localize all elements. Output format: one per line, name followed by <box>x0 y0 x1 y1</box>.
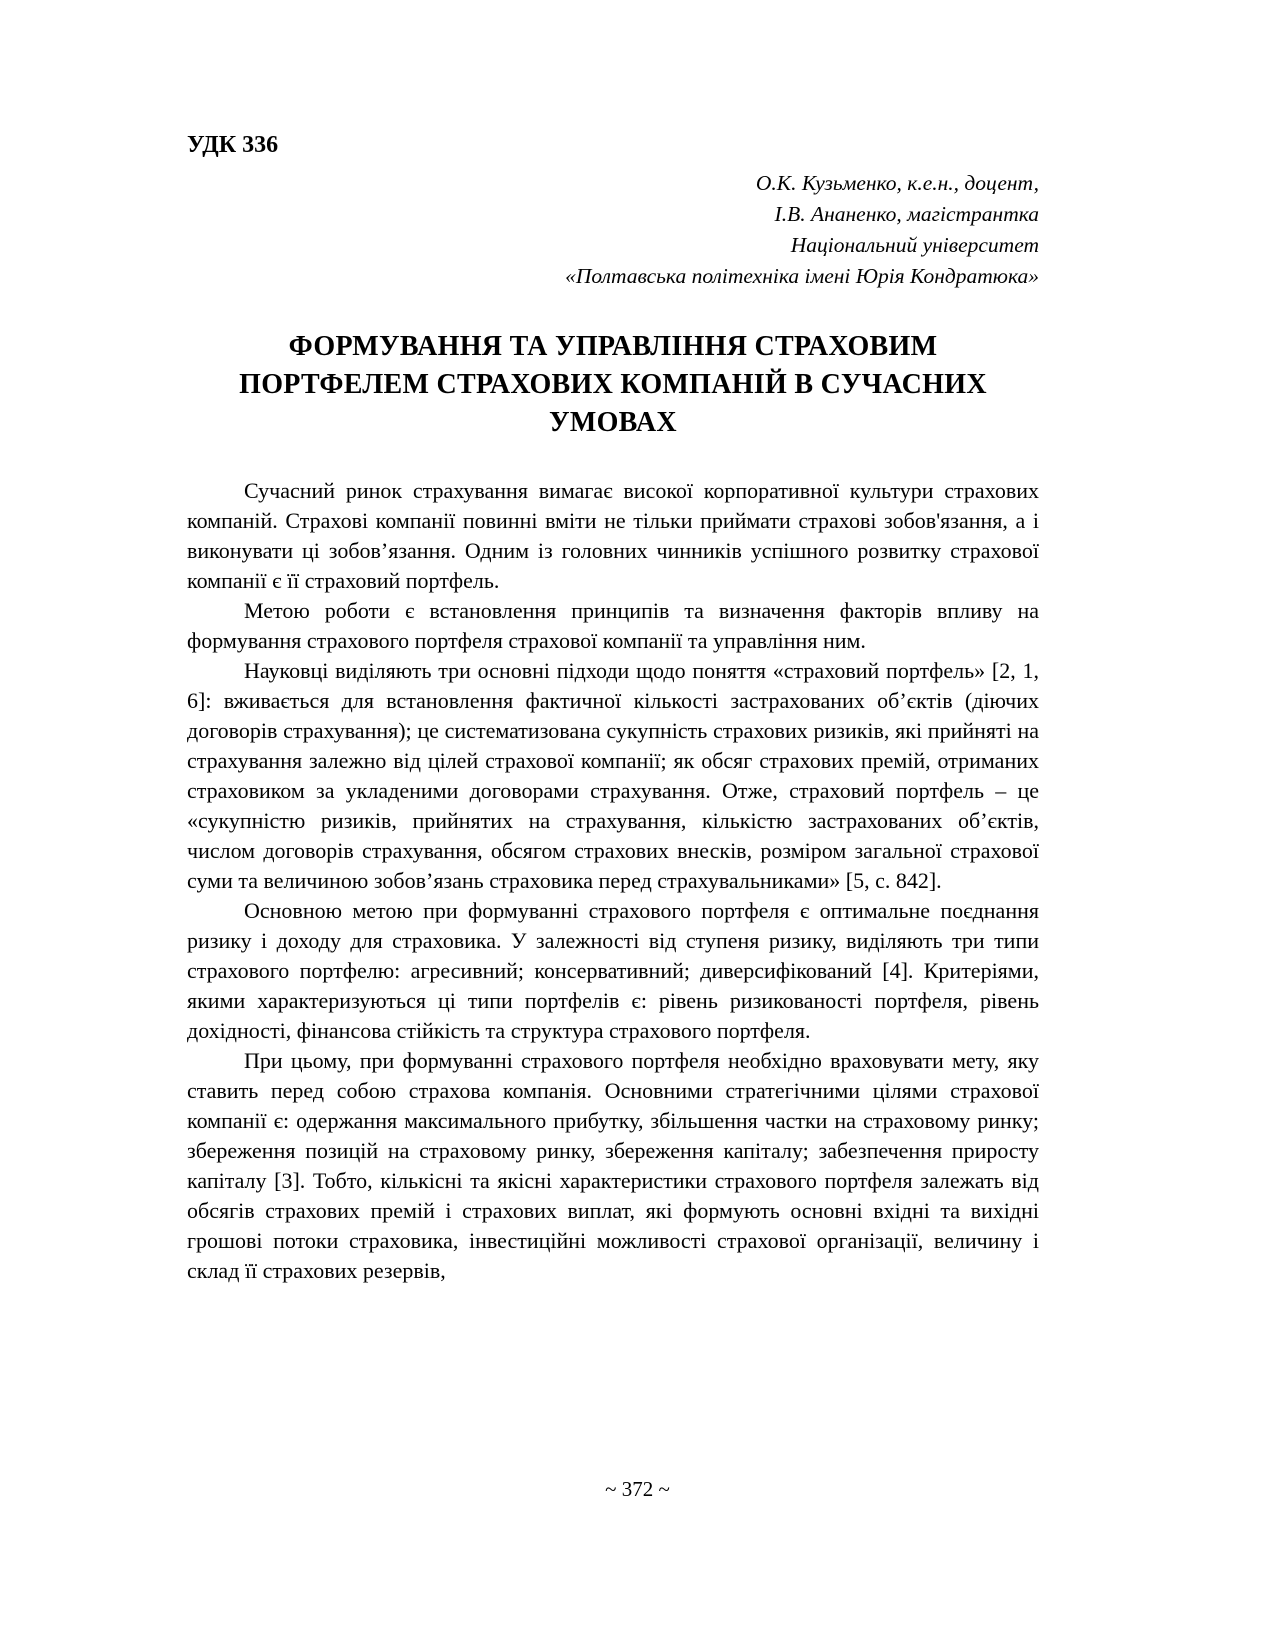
paragraph-3: Науковці виділяють три основні підходи щодо поняття «страховий портфель» [2, 1, 6]: вживається для встановлення фактичної кількості застрахованих об’єктів (діючих договорів страхування); це систематизована сукупність страхових ризиків, які прийняті на страхування залежно від цілей страхової компанії; як обсяг страхових премій, отриманих страховиком за укладеними договорами страхування. Отже, страховий портфель – це «сукупністю ризиків, прийнятих на страхування, кількістю застрахованих об’єктів, числом договорів страхування, обсягом страхових внесків, розміром загальної страхової суми та величиною зобов’язань страховика перед страхувальниками» [5, с. 842]. <box>187 658 1039 893</box>
author-block <box>187 168 1039 292</box>
page-number: ~ 372 ~ <box>605 1477 670 1501</box>
author-line-4: «Полтавська політехніка імені Юрія Кондратюка» <box>565 264 1039 288</box>
paragraph-5: При цьому, при формуванні страхового портфеля необхідно враховувати мету, яку ставить перед собою страхова компанія. Основними стратегічними цілями страхової компанії є: одержання максимального прибутку, збільшення частки на страховому ринку; збереження позицій на страховому ринку, збереження капіталу; забезпечення приросту капіталу [3]. Тобто, кількісні та якісні характеристики страхового портфеля залежать від обсягів страхових премій і страхових виплат, які формують основні вхідні та вихідні грошові потоки страховика, інвестиційні можливості страхової організації, величину і склад її страхових резервів, <box>187 1048 1039 1283</box>
article-title-line-2: ПОРТФЕЛЕМ СТРАХОВИХ КОМПАНІЙ В СУЧАСНИХ <box>239 369 987 400</box>
paragraph-2: Метою роботи є встановлення принципів та визначення факторів впливу на формування страхового портфеля страхової компанії та управління ним. <box>187 598 1039 653</box>
udc-code: УДК 336 <box>187 132 279 158</box>
article-title-line-3: УМОВАХ <box>549 407 677 438</box>
article-body <box>187 476 1039 1286</box>
article-title <box>187 328 1039 442</box>
paragraph-1: Сучасний ринок страхування вимагає високої корпоративної культури страхових компаній. Страхові компанії повинні вміти не тільки приймати страхові зобов'язання, а і виконувати ці зобов’язання. Одним із головних чинників успішного розвитку страхової компанії є її страховий портфель. <box>187 478 1039 593</box>
paragraph-4: Основною метою при формуванні страхового портфеля є оптимальне поєднання ризику і доходу для страховика. У залежності від ступеня ризику, виділяють три типи страхового портфелю: агресивний; консервативний; диверсифікований [4]. Критеріями, якими характеризуються ці типи портфелів є: рівень ризикованості портфеля, рівень дохідності, фінансова стійкість та структура страхового портфеля. <box>187 898 1039 1043</box>
author-line-1: О.К. Кузьменко, к.е.н., доцент, <box>755 171 1039 195</box>
page-content <box>187 130 1039 1286</box>
author-line-2: І.В. Ананенко, магістрантка <box>774 202 1039 226</box>
article-title-line-1: ФОРМУВАННЯ ТА УПРАВЛІННЯ СТРАХОВИМ <box>288 331 938 362</box>
author-line-3: Національний університет <box>790 233 1039 257</box>
